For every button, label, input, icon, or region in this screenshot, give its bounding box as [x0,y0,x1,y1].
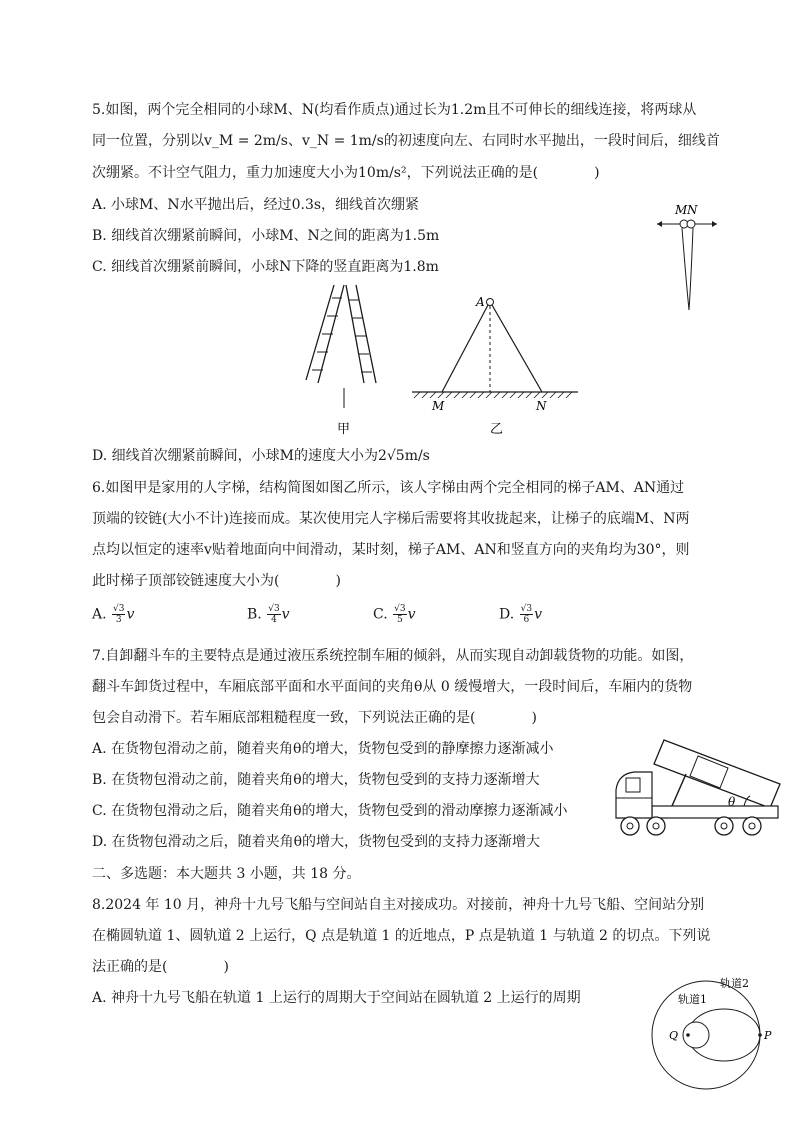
q5-option-d: D. 细线首次绷紧前瞬间，小球M的速度大小为2√5m/s [92,448,430,464]
section-heading-multiple-choice: 二、多选题：本大题共 3 小题，共 18 分。 [92,866,361,882]
q7-option-a: A. 在货物包滑动之前，随着夹角θ的增大，货物包受到的静摩擦力逐渐减小 [92,741,554,757]
q7-option-c: C. 在货物包滑动之后，随着夹角θ的增大，货物包受到的滑动摩擦力逐渐减小 [92,803,568,819]
q7-stem-line-1: 7.自卸翻斗车的主要特点是通过液压系统控制车厢的倾斜，从而实现自动卸载货物的功能。如图， [92,648,694,664]
q5-stem-line-2: 同一位置，分别以v_M = 2m/s、v_N = 1m/s的初速度向左、右同时水平抛出，一段时间后，细线首 [92,133,720,149]
q5-stem-line-3: 次绷紧。不计空气阻力，重力加速度大小为10m/s²，下列说法正确的是( ) [92,165,600,181]
q5-option-a: A. 小球M、N水平抛出后，经过0.3s，细线首次绷紧 [92,197,420,213]
label-m: M [432,399,445,413]
q8-option-a: A. 神舟十九号飞船在轨道 1 上运行的周期大于空间站在圆轨道 2 上运行的周期 [92,990,581,1006]
q6-option-b: B. $\frac{√3}{4}$ v [247,604,290,625]
q8-stem-line-3: 法正确的是( ) [92,959,229,975]
dump-truck-figure [612,728,784,840]
label-theta: θ [728,795,736,809]
label-q: Q [669,1029,679,1042]
label-yi: 乙 [490,422,504,437]
q5-option-b: B. 细线首次绷紧前瞬间，小球M、N之间的距离为1.5m [92,228,440,244]
q7-stem-line-3: 包会自动滑下。若车厢底部粗糙程度一致，下列说法正确的是( ) [92,710,537,726]
label-orbit-2: 轨道2 [720,977,749,990]
orbit-figure [640,975,780,1105]
q6-option-d: D. $\frac{√3}{6}$ v [499,604,543,625]
q6-stem-line-2: 顶端的铰链(大小不计)连接而成。某次使用完人字梯后需要将其收拢起来，让梯子的底端M、N两 [92,511,690,527]
label-p: P [764,1029,772,1042]
a-frame-figure [410,290,580,440]
label-n: N [687,203,698,217]
q6-option-c: C. $\frac{√3}{5}$ v [373,604,416,625]
q6-stem-line-4: 此时梯子顶部铰链速度大小为( ) [92,573,341,589]
q7-option-d: D. 在货物包滑动之后，随着夹角θ的增大，货物包受到的支持力逐渐增大 [92,834,541,850]
q5-stem-line-1: 5.如图，两个完全相同的小球M、N(均看作质点)通过长为1.2m且不可伸长的细线连接，将两球从 [92,102,697,118]
label-m: M [675,203,688,217]
label-orbit-1: 轨道1 [678,993,707,1006]
label-jia: 甲 [337,422,351,437]
q6-stem-line-3: 点均以恒定的速率v贴着地面向中间滑动，某时刻，梯子AM、AN和竖直方向的夹角均为30°，则 [92,542,690,558]
label-n: N [536,399,547,413]
q8-stem-line-1: 8.2024 年 10 月，神舟十九号飞船与空间站自主对接成功。对接前，神舟十九号飞船、空间站分别 [92,897,705,913]
label-a: A [476,295,485,309]
q8-stem-line-2: 在椭圆轨道 1、圆轨道 2 上运行，Q 点是轨道 1 的近地点，P 点是轨道 1 与轨道 2 的切点。下列说 [92,928,711,944]
ladder-figure [300,280,390,440]
q7-stem-line-2: 翻斗车卸货过程中，车厢底部平面和水平面间的夹角θ从 0 缓慢增大，一段时间后，车厢内的货物 [92,679,693,695]
q6-stem-line-1: 6.如图甲是家用的人字梯，结构简图如图乙所示，该人字梯由两个完全相同的梯子AM、AN通过 [92,480,685,496]
q5-option-c: C. 细线首次绷紧前瞬间，小球N下降的竖直距离为1.8m [92,259,439,275]
q5-string-figure [655,200,725,315]
q6-option-a: A. $\frac{√3}{3}$ v [92,604,135,625]
q7-option-b: B. 在货物包滑动之前，随着夹角θ的增大，货物包受到的支持力逐渐增大 [92,772,540,788]
